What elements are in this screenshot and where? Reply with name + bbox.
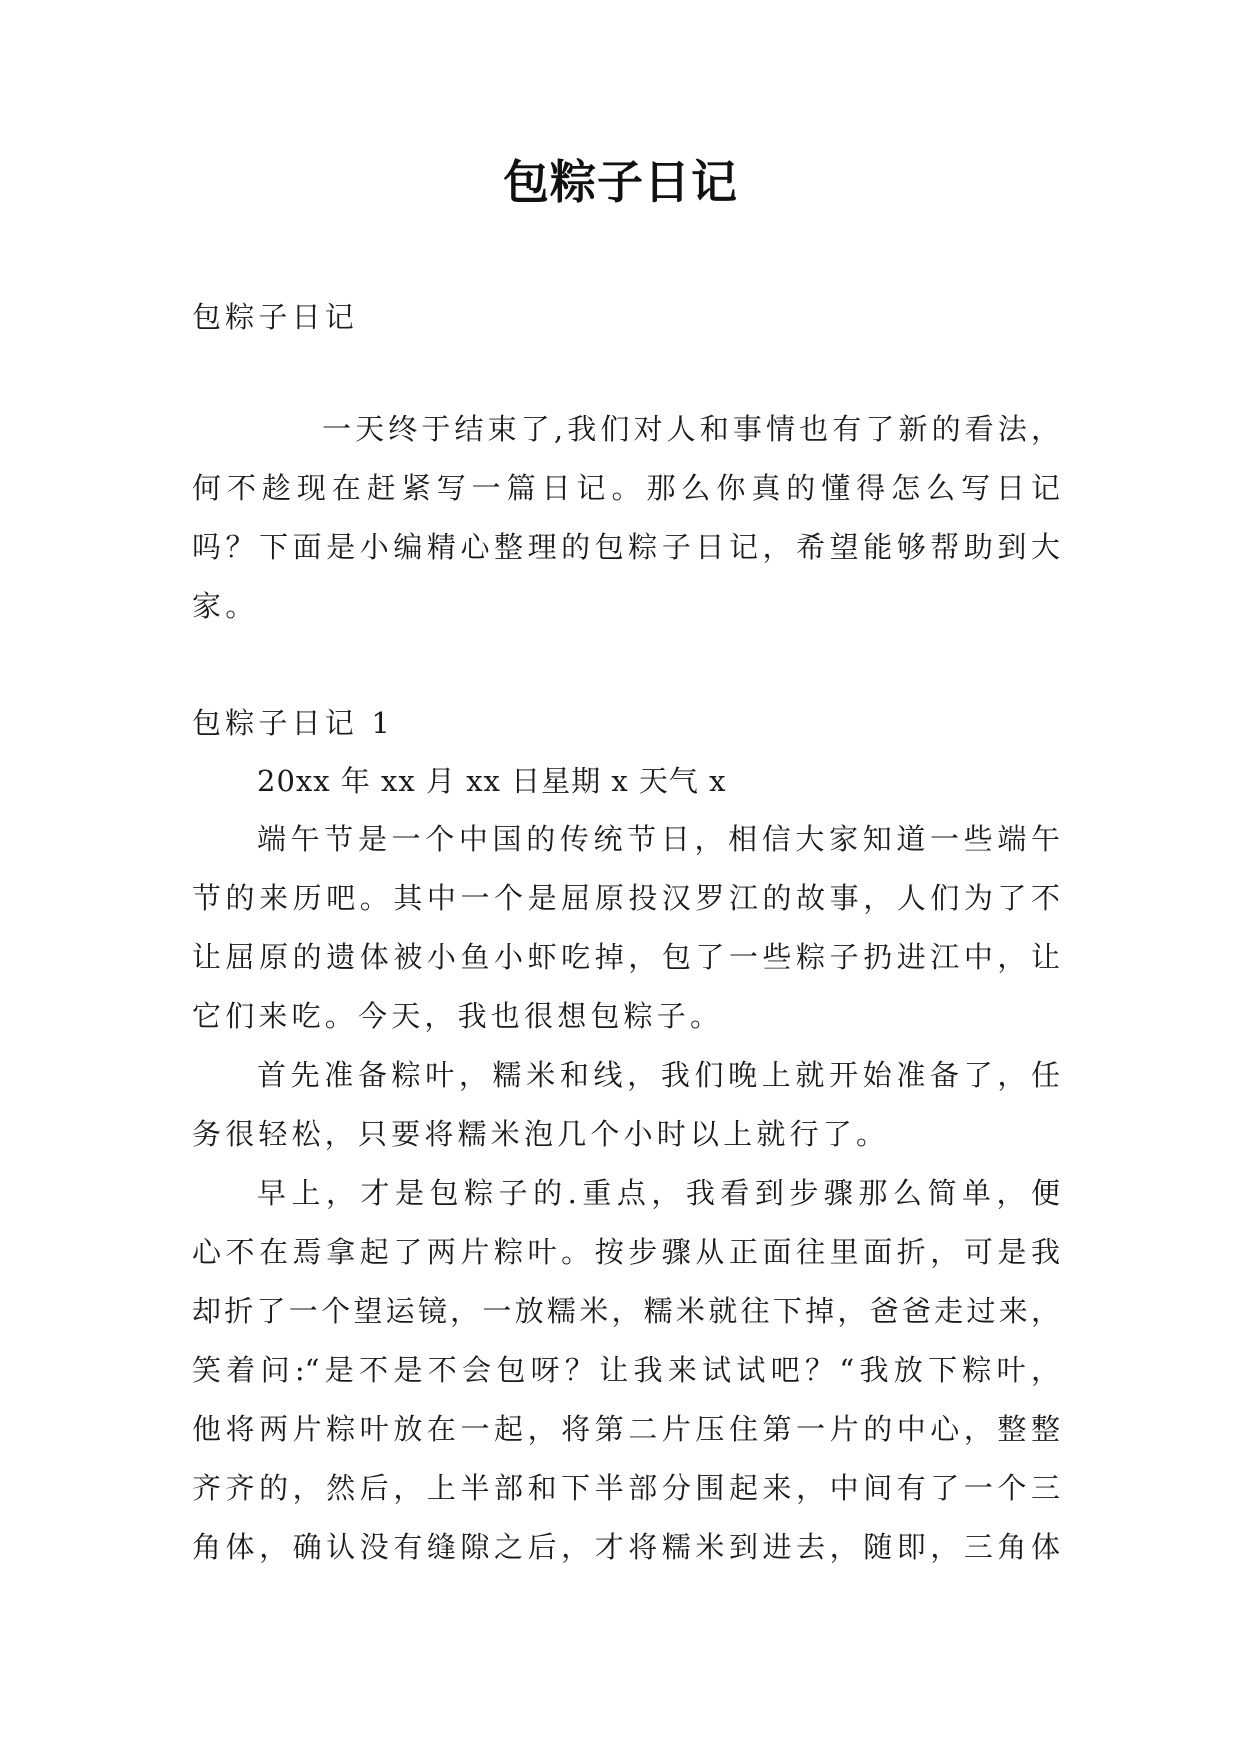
intro-line-3: 吗？下面是小编精心整理的包粽子日记，希望能够帮助到大 (192, 530, 1060, 564)
paragraph3-line-6: 齐齐的，然后，上半部和下半部分围起来，中间有了一个三 (192, 1471, 1060, 1505)
paragraph3-line-3: 却折了一个望运镜，一放糯米，糯米就往下掉，爸爸走过来， (192, 1294, 1060, 1328)
intro-line-4: 家。 (192, 589, 259, 623)
intro-line-2: 何不趁现在赶紧写一篇日记。那么你真的懂得怎么写日记 (192, 471, 1060, 505)
paragraph2-line-1: 首先准备粽叶，糯米和线，我们晚上就开始准备了，任 (257, 1058, 1060, 1092)
paragraph3-line-2: 心不在焉拿起了两片粽叶。按步骤从正面往里面折，可是我 (192, 1235, 1060, 1269)
paragraph3-line-4: 笑着问:“是不是不会包呀？让我来试试吧？“我放下粽叶， (192, 1353, 1060, 1387)
document-subtitle: 包粽子日记 (192, 300, 359, 334)
paragraph3-line-7: 角体，确认没有缝隙之后，才将糯米到进去，随即，三角体 (192, 1530, 1060, 1564)
paragraph3-line-1: 早上，才是包粽子的.重点，我看到步骤那么简单，便 (257, 1176, 1060, 1210)
date-line: 20xx 年 xx 月 xx 日星期 x 天气 x (257, 764, 727, 798)
paragraph1-line-2: 节的来历吧。其中一个是屈原投汉罗江的故事，人们为了不 (192, 881, 1060, 915)
paragraph1-line-3: 让屈原的遗体被小鱼小虾吃掉，包了一些粽子扔进江中，让 (192, 940, 1060, 974)
paragraph1-line-1: 端午节是一个中国的传统节日，相信大家知道一些端午 (257, 822, 1060, 856)
section-heading: 包粽子日记 1 (192, 706, 395, 740)
paragraph1-line-4: 它们来吃。今天，我也很想包粽子。 (192, 999, 724, 1033)
paragraph3-line-5: 他将两片粽叶放在一起，将第二片压住第一片的中心，整整 (192, 1412, 1060, 1446)
paragraph2-line-2: 务很轻松，只要将糯米泡几个小时以上就行了。 (192, 1117, 890, 1151)
document-title: 包粽子日记 (503, 155, 738, 209)
intro-line-1: 一天终于结束了,我们对人和事情也有了新的看法， (322, 412, 1060, 446)
